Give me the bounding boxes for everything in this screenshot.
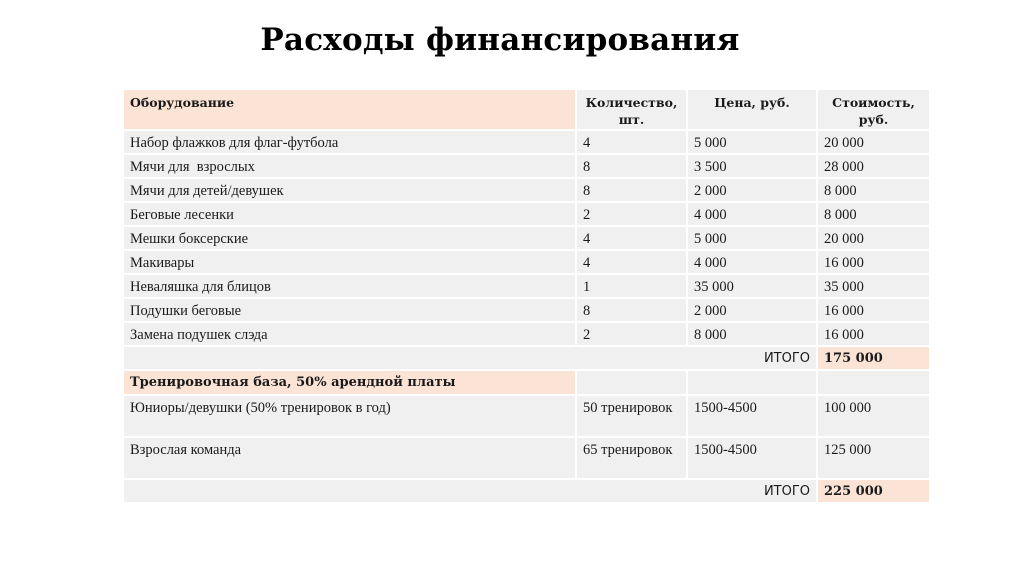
item-cost: 16 000	[818, 299, 929, 321]
header-price: Цена, руб.	[688, 90, 816, 129]
table-row	[124, 323, 929, 345]
item-qty: 4	[577, 227, 686, 249]
header-equipment: Оборудование	[124, 90, 575, 129]
equipment-total-row	[124, 347, 929, 369]
item-name: Замена подушек слэда	[124, 323, 575, 345]
table-row	[124, 438, 929, 478]
table-row	[124, 131, 929, 153]
item-name: Подушки беговые	[124, 299, 575, 321]
item-name: Набор флажков для флаг-футбола	[124, 131, 575, 153]
item-name: Мячи для детей/девушек	[124, 179, 575, 201]
empty-cell	[688, 371, 816, 394]
item-qty: 8	[577, 179, 686, 201]
item-price: 35 000	[688, 275, 816, 297]
table-row	[124, 251, 929, 273]
item-price: 1500-4500	[688, 396, 816, 436]
item-qty: 4	[577, 251, 686, 273]
item-price: 8 000	[688, 323, 816, 345]
item-price: 2 000	[688, 179, 816, 201]
item-cost: 35 000	[818, 275, 929, 297]
item-price: 3 500	[688, 155, 816, 177]
item-cost: 8 000	[818, 179, 929, 201]
base-total-label: ИТОГО	[124, 480, 816, 502]
section-title: Тренировочная база, 50% арендной платы	[124, 371, 575, 394]
item-name: Юниоры/девушки (50% тренировок в год)	[124, 396, 575, 436]
item-price: 5 000	[688, 131, 816, 153]
table-row	[124, 203, 929, 225]
item-cost: 100 000	[818, 396, 929, 436]
item-qty: 50 тренировок	[577, 396, 686, 436]
table-row	[124, 227, 929, 249]
item-name: Макивары	[124, 251, 575, 273]
item-qty: 2	[577, 203, 686, 225]
item-name: Неваляшка для блицов	[124, 275, 575, 297]
item-qty: 8	[577, 155, 686, 177]
item-cost: 16 000	[818, 323, 929, 345]
table-row	[124, 396, 929, 436]
item-cost: 20 000	[818, 227, 929, 249]
item-cost: 20 000	[818, 131, 929, 153]
item-qty: 65 тренировок	[577, 438, 686, 478]
base-total-value: 225 000	[818, 480, 929, 502]
item-cost: 16 000	[818, 251, 929, 273]
equipment-total-label: ИТОГО	[124, 347, 816, 369]
item-cost: 125 000	[818, 438, 929, 478]
table-row	[124, 299, 929, 321]
empty-cell	[577, 371, 686, 394]
item-price: 5 000	[688, 227, 816, 249]
section-header-row	[124, 371, 929, 394]
table-row	[124, 155, 929, 177]
table-row	[124, 179, 929, 201]
header-cost: Стоимость, руб.	[818, 90, 929, 129]
equipment-total-value: 175 000	[818, 347, 929, 369]
item-qty: 2	[577, 323, 686, 345]
expenses-table	[122, 88, 931, 504]
slide-title: Расходы финансирования	[260, 22, 740, 58]
empty-cell	[818, 371, 929, 394]
item-price: 4 000	[688, 203, 816, 225]
item-price: 1500-4500	[688, 438, 816, 478]
base-total-row	[124, 480, 929, 502]
item-name: Взрослая команда	[124, 438, 575, 478]
item-name: Мячи для взрослых	[124, 155, 575, 177]
item-cost: 28 000	[818, 155, 929, 177]
header-quantity: Количество, шт.	[577, 90, 686, 129]
item-qty: 4	[577, 131, 686, 153]
table-row	[124, 275, 929, 297]
item-name: Мешки боксерские	[124, 227, 575, 249]
item-qty: 8	[577, 299, 686, 321]
item-cost: 8 000	[818, 203, 929, 225]
item-name: Беговые лесенки	[124, 203, 575, 225]
table-header-row	[124, 90, 929, 129]
item-price: 4 000	[688, 251, 816, 273]
item-price: 2 000	[688, 299, 816, 321]
item-qty: 1	[577, 275, 686, 297]
